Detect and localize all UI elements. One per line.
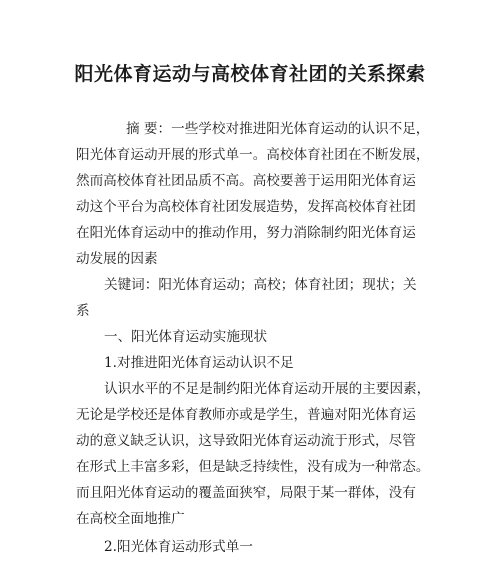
keywords-line: 关键词：阳光体育运动；高校；体育社团；现状；关 [104, 277, 417, 293]
abstract-line: 阳光体育运动开展的形式单一。高校体育社团在不断发展， [76, 147, 430, 163]
body-line: 认识水平的不足是制约阳光体育运动开展的主要因素， [104, 381, 431, 397]
keywords-line: 系 [76, 303, 90, 319]
body-line: 在形式上丰富多彩，但是缺乏持续性，没有成为一种常态。 [76, 459, 430, 475]
body-line: 无论是学校还是体育教师亦或是学生，普遍对阳光体育运 [76, 407, 416, 423]
document-title: 阳光体育运动与高校体育社团的关系探索 [74, 63, 426, 85]
body-line: 在高校全面地推广 [76, 511, 185, 527]
abstract-line: 然而高校体育社团品质不高。高校要善于运用阳光体育运 [76, 173, 416, 189]
abstract-line: 摘 要：一些学校对推进阳光体育运动的认识不足， [126, 121, 430, 137]
subsection-heading: 1.对推进阳光体育运动认识不足 [104, 355, 294, 371]
section-heading: 一、阳光体育运动实施现状 [104, 329, 268, 345]
body-line: 而且阳光体育运动的覆盖面狭窄，局限于某一群体，没有 [76, 485, 416, 501]
subsection-heading: 2.阳光体育运动形式单一 [104, 539, 253, 555]
body-line: 动的意义缺乏认识，这导致阳光体育运动流于形式，尽管 [76, 433, 416, 449]
abstract-line: 动这个平台为高校体育社团发展造势，发挥高校体育社团 [76, 199, 416, 215]
abstract-line: 动发展的因素 [76, 251, 158, 267]
abstract-line: 在阳光体育运动中的推动作用，努力消除制约阳光体育运 [76, 225, 416, 241]
